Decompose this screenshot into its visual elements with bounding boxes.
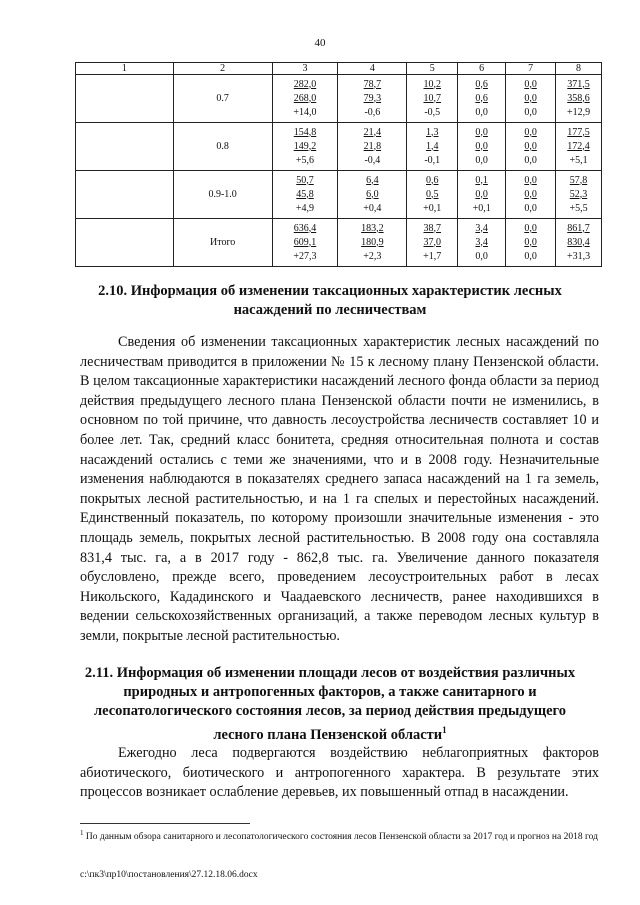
table-cell-value: 183,2 bbox=[361, 222, 384, 234]
table-cell bbox=[272, 75, 338, 123]
table-cell bbox=[407, 123, 458, 171]
table-header-cell: 3 bbox=[272, 63, 338, 75]
table-row-label: Итого bbox=[173, 219, 272, 267]
table-cell-value: 79,3 bbox=[363, 92, 382, 104]
footnote-divider bbox=[80, 823, 250, 824]
file-path: c:\пк3\пр10\постановления\27.12.18.06.docx bbox=[80, 870, 258, 880]
table-cell-value: 0,1 bbox=[475, 174, 488, 186]
footnote-reference: 1 bbox=[442, 725, 447, 735]
table-cell bbox=[407, 219, 458, 267]
table-cell bbox=[506, 219, 556, 267]
table-cell-value: -0,4 bbox=[364, 154, 381, 166]
table-cell-value: 358,6 bbox=[567, 92, 590, 104]
table-cell-value: 6,0 bbox=[366, 188, 379, 200]
table-cell bbox=[338, 123, 407, 171]
table-cell-value: 0,6 bbox=[426, 174, 439, 186]
table-cell-value: +2,3 bbox=[363, 250, 382, 262]
table-cell bbox=[556, 75, 602, 123]
table-cell bbox=[556, 219, 602, 267]
table-header-cell: 2 bbox=[173, 63, 272, 75]
table-cell-value: +5,1 bbox=[569, 154, 588, 166]
table-row bbox=[76, 75, 602, 123]
table-cell bbox=[506, 123, 556, 171]
table-header-row bbox=[76, 63, 602, 75]
table-cell-value: 636,4 bbox=[293, 222, 317, 234]
table-cell-value: 0,0 bbox=[524, 92, 537, 104]
table-cell bbox=[458, 123, 506, 171]
table-cell-value: 0,0 bbox=[475, 250, 488, 262]
table-cell-value: 861,7 bbox=[567, 222, 590, 234]
table-cell-value: -0,1 bbox=[424, 154, 441, 166]
table-header-cell: 6 bbox=[458, 63, 506, 75]
table-row bbox=[76, 123, 602, 171]
table-cell-value: 3,4 bbox=[475, 222, 488, 234]
table-cell-value: 0,0 bbox=[524, 78, 537, 90]
table-cell-value: 1,3 bbox=[426, 126, 439, 138]
table-cell-value: 180,9 bbox=[361, 236, 384, 248]
table-cell-value: 0,0 bbox=[524, 222, 537, 234]
table-empty-cell bbox=[76, 75, 174, 123]
table-cell bbox=[338, 219, 407, 267]
table-cell-value: 0,0 bbox=[524, 106, 537, 118]
table-cell-value: 830,4 bbox=[567, 236, 590, 248]
table-cell-value: 282,0 bbox=[293, 78, 317, 90]
table-cell bbox=[506, 75, 556, 123]
table-cell-value: 0,0 bbox=[524, 154, 537, 166]
table-cell-value: 0,0 bbox=[524, 236, 537, 248]
table-header-cell: 1 bbox=[76, 63, 174, 75]
table-cell bbox=[272, 219, 338, 267]
table-cell-value: 78,7 bbox=[363, 78, 382, 90]
table-cell-value: +1,7 bbox=[423, 250, 442, 262]
table-cell bbox=[338, 171, 407, 219]
table-cell-value: +5,5 bbox=[569, 202, 588, 214]
table-cell bbox=[556, 171, 602, 219]
table-cell-value: +31,3 bbox=[566, 250, 591, 262]
table-cell-value: 371,5 bbox=[567, 78, 590, 90]
table-cell-value: 3,4 bbox=[475, 236, 488, 248]
section-2-11-title bbox=[80, 664, 580, 745]
footnote-mark: 1 bbox=[80, 829, 84, 837]
table-cell-value: +27,3 bbox=[293, 250, 317, 262]
table-cell-value: +5,6 bbox=[295, 154, 315, 166]
section-2-11-title-text: 2.11. Информация об изменении площади лесов от воздействия различных природных и антропогенных факторов, а также санитарного и лесопатологического состояния лесов, за период действия предыдущего лесного плана Пензенской области bbox=[84, 665, 576, 743]
table-cell-value: 0,0 bbox=[475, 140, 488, 152]
page-number: 40 bbox=[314, 37, 326, 49]
table-row-label: 0.7 bbox=[173, 75, 272, 123]
footnote bbox=[80, 827, 599, 844]
table-cell-value: 177,5 bbox=[567, 126, 590, 138]
table-cell-value: 57,8 bbox=[569, 174, 588, 186]
table-cell-value: 0,0 bbox=[524, 188, 537, 200]
table-cell-value: 0,0 bbox=[475, 126, 488, 138]
table-cell-value: +4,9 bbox=[295, 202, 315, 214]
table-cell-value: 52,3 bbox=[569, 188, 588, 200]
table-cell bbox=[407, 75, 458, 123]
table-cell-value: 6,4 bbox=[366, 174, 379, 186]
table-cell-value: 21,8 bbox=[363, 140, 382, 152]
footnote-text: По данным обзора санитарного и лесопатологического состояния лесов Пензенской области за 2017 год и прогноз на 2018 год bbox=[85, 832, 598, 843]
table-cell-value: 10,7 bbox=[423, 92, 441, 104]
table-row-label: 0.8 bbox=[173, 123, 272, 171]
table-cell-value: 21,4 bbox=[363, 126, 382, 138]
table-cell-value: 0,0 bbox=[475, 106, 488, 118]
table-cell-value: +0,1 bbox=[472, 202, 491, 214]
table-cell-value: +12,9 bbox=[566, 106, 591, 118]
table-row bbox=[76, 219, 602, 267]
table-empty-cell bbox=[76, 171, 174, 219]
table-row-label: 0.9-1.0 bbox=[173, 171, 272, 219]
table-cell-value: 0,0 bbox=[524, 202, 537, 214]
table-cell-value: 149,2 bbox=[293, 140, 317, 152]
table-cell-value: 37,0 bbox=[423, 236, 441, 248]
table-cell-value: 1,4 bbox=[426, 140, 439, 152]
table-cell-value: 154,8 bbox=[293, 126, 317, 138]
table-empty-cell bbox=[76, 123, 174, 171]
table-cell-value: 50,7 bbox=[296, 174, 314, 186]
table-cell-value: 0,0 bbox=[524, 126, 537, 138]
table-cell-value: +0,1 bbox=[423, 202, 442, 214]
table-cell-value: 0,0 bbox=[475, 154, 488, 166]
table-cell-value: 172,4 bbox=[567, 140, 590, 152]
table-cell bbox=[272, 123, 338, 171]
table-cell bbox=[458, 219, 506, 267]
table-header-cell: 7 bbox=[506, 63, 556, 75]
table-cell-value: 0,0 bbox=[524, 174, 537, 186]
table-cell-value: 0,6 bbox=[475, 92, 488, 104]
table-cell bbox=[407, 171, 458, 219]
table-cell-value: 268,0 bbox=[293, 92, 317, 104]
table-cell bbox=[556, 123, 602, 171]
table-cell-value: 609,1 bbox=[293, 236, 317, 248]
table-cell bbox=[272, 171, 338, 219]
table-cell-value: +14,0 bbox=[293, 106, 317, 118]
table-header-cell: 5 bbox=[407, 63, 458, 75]
table-header-cell: 4 bbox=[338, 63, 407, 75]
table-cell-value: +0,4 bbox=[363, 202, 382, 214]
table-cell-value: 0,0 bbox=[524, 140, 537, 152]
table-cell bbox=[338, 75, 407, 123]
table-cell-value: -0,6 bbox=[364, 106, 381, 118]
section-2-10-paragraph: Сведения об изменении таксационных характеристик лесных насаждений по лесничествам приводится в приложении № 15 к лесному плану Пензенской области. В целом таксационные характеристики насаждений лесного фонда области за период действия предыдущего лесного плана Пензенской области почти не изменились, в основном по той причине, что давность лесоустройства лесничеств составляет 10 и более лет. Так, средний класс бонитета, средняя относительная полнота и состав насаждений остались с теми же значениями, что и в 2008 году. Незначительные изменения наблюдаются в показателях среднего запаса насаждений на 1 га земель, покрытых лесной растительностью, и на 1 га спелых и перестойных насаждений. Единственный показатель, по которому произошли значительные изменения - это площадь земель, покрытых лесной растительностью. В 2008 году она составляла 831,4 тыс. га, а в 2017 году - 862,8 тыс. га. Увеличение данного показателя обусловлено, прежде всего, проведением лесоустроительных работ в лесах Никольского, Кададинского и Чаадаевского лесничеств, ранее находившихся в ведении сельскохозяйственных организаций, а также переводом лесных культур в земли, покрытые лесной растительностью. bbox=[80, 334, 599, 644]
table-cell-value: 38,7 bbox=[423, 222, 441, 234]
table-cell bbox=[458, 171, 506, 219]
table-row bbox=[76, 171, 602, 219]
table-header-cell: 8 bbox=[556, 63, 602, 75]
table-empty-cell bbox=[76, 219, 174, 267]
table-cell-value: 0,5 bbox=[426, 188, 439, 200]
data-table bbox=[75, 62, 602, 267]
table-cell bbox=[506, 171, 556, 219]
table-cell bbox=[458, 75, 506, 123]
table-cell-value: 10,2 bbox=[423, 78, 441, 90]
section-2-10-title: 2.10. Информация об изменении таксационных характеристик лесных насаждений по лесничествам bbox=[98, 283, 562, 318]
table-cell-value: 0,0 bbox=[475, 188, 488, 200]
table-cell-value: 0,0 bbox=[524, 250, 537, 262]
section-2-11-paragraph: Ежегодно леса подвергаются воздействию неблагоприятных факторов абиотического, биотического и антропогенного характера. В результате этих процессов возникает ослабление деревьев, их повышенный отпад в насаждении. bbox=[80, 745, 599, 801]
table-cell-value: 0,6 bbox=[475, 78, 488, 90]
table-cell-value: -0,5 bbox=[424, 106, 441, 118]
table-cell-value: 45,8 bbox=[296, 188, 314, 200]
